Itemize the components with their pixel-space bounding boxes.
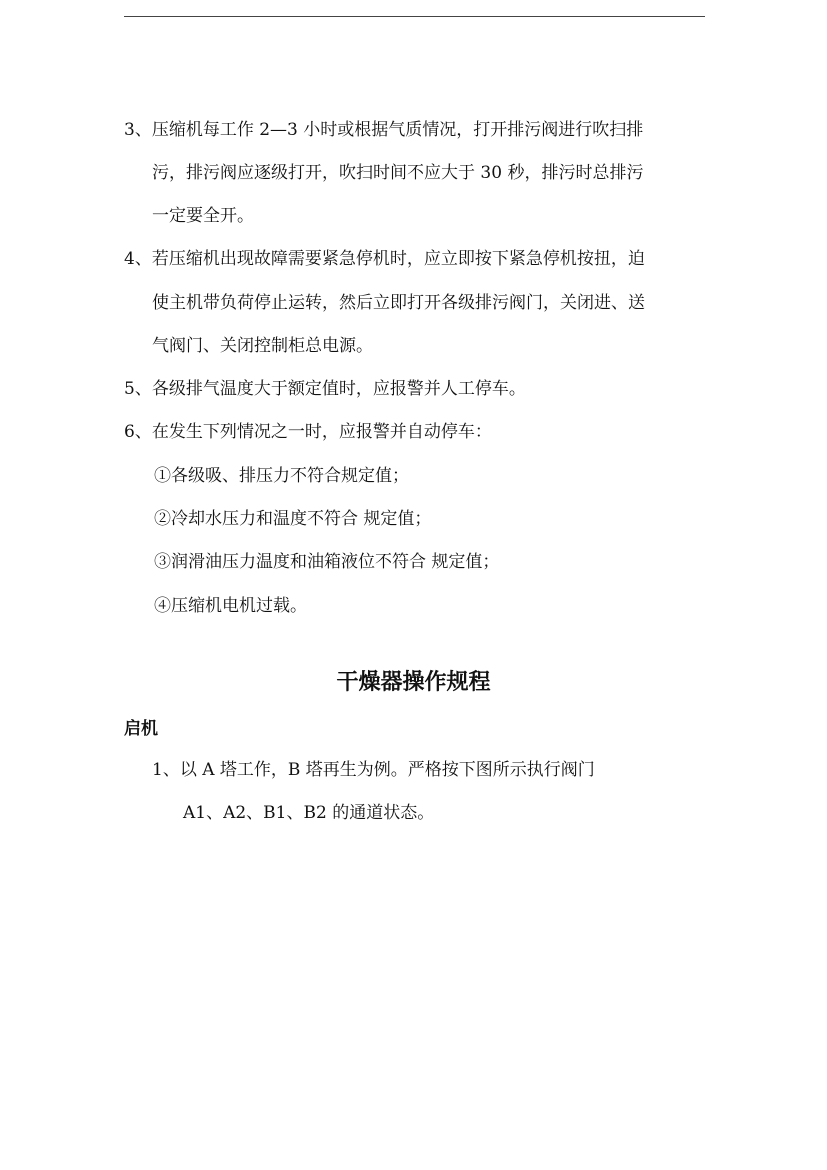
item-5-text-1: 各级排气温度大于额定值时，应报警并人工停车。 xyxy=(151,379,526,399)
item-3-line-3: 一定要全开。 xyxy=(152,206,254,226)
subheading-startup: 启机 xyxy=(124,719,158,739)
item-3-text-1: 压缩机每工作 2—3 小时或根据气质情况，打开排污阀进行吹扫排 xyxy=(151,120,644,140)
condition-2: ②冷却水压力和温度不符合 规定值； xyxy=(154,509,432,529)
item-4-number: 4、 xyxy=(124,249,152,269)
condition-3: ③润滑油压力温度和油箱液位不符合 规定值； xyxy=(154,552,500,572)
item-4-line-3: 气阀门、关闭控制柜总电源。 xyxy=(152,336,373,356)
section-title: 干燥器操作规程 xyxy=(336,670,491,695)
item-5-line-1 xyxy=(124,378,526,400)
item-4-line-1 xyxy=(124,248,645,270)
step-1-text-1: 以 A 塔工作，B 塔再生为例。严格按下图所示执行阀门 xyxy=(179,760,595,780)
item-3-line-1 xyxy=(124,119,643,141)
item-6-number: 6、 xyxy=(124,422,152,442)
item-4-line-2: 使主机带负荷停止运转，然后立即打开各级排污阀门，关闭进、送 xyxy=(152,293,645,313)
item-4-text-1: 若压缩机出现故障需要紧急停机时，应立即按下紧急停机按扭，迫 xyxy=(151,249,645,269)
item-6-text-1: 在发生下列情况之一时，应报警并自动停车： xyxy=(151,422,492,442)
step-1-number: 1、 xyxy=(152,760,180,780)
item-3-number: 3、 xyxy=(124,120,152,140)
condition-1: ①各级吸、排压力不符合规定值； xyxy=(154,466,409,486)
step-1-line-1 xyxy=(152,759,595,781)
step-1-line-2: A1、A2、B1、B2 的通道状态。 xyxy=(183,803,435,823)
item-5-number: 5、 xyxy=(124,379,152,399)
item-3-line-2: 污，排污阀应逐级打开，吹扫时间不应大于 30 秒，排污时总排污 xyxy=(152,163,644,183)
item-6-line-1 xyxy=(124,421,492,443)
condition-4: ④压缩机电机过载。 xyxy=(154,596,307,616)
header-rule xyxy=(124,16,705,17)
